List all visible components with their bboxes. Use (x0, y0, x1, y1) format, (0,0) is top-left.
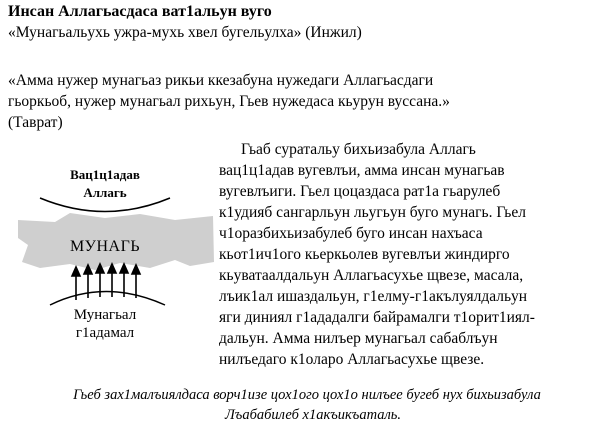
people-arc (50, 292, 165, 306)
body-line: вац1ц1адав вугевлъи, амма инсан мунагьав (219, 162, 505, 179)
body-line: кьуватаалдальун Аллагьасухье щвезе, масала, (219, 267, 524, 284)
page-title: Инсан Аллагьасдаса ват1альун вуго (8, 3, 272, 20)
sin-gap-diagram (0, 150, 215, 350)
diagram-label-people: г1адамал (75, 325, 135, 341)
body-line: Гьаб суратальу бихьизабула Аллагь (241, 141, 476, 158)
body-line: яги диниял г1ададалги байрамалги т1орит1иял- (219, 309, 535, 326)
body-line: ч1оразбихьизабулеб буго инсан нахъаса (219, 225, 483, 242)
injil-quote: «Мунагьальухь ужра-мухь хвел бугельулха» (Инжил) (8, 24, 362, 41)
body-paragraph (219, 139, 600, 370)
body-line: к1удияб сангарльун льугьун буго мунагь. Гьел (219, 204, 526, 221)
diagram-label-god: Аллагь (83, 185, 127, 200)
body-line: лъик1ал ишаздальун, г1елму-г1акълуялдальун (219, 288, 528, 305)
body-line: нилъедаго к1оларо Аллагьасухье щвезе. (219, 351, 485, 368)
body-line: вугевлъиги. Гьел цоцаздаса рат1а гьарулеб (219, 183, 501, 200)
tavrat-quote-line: гьоркьоб, нужер мунагьал рихьун, Гьев нужедаса кьурун вуссана.» (8, 93, 450, 110)
tavrat-quote-source: (Таврат) (8, 114, 63, 131)
diagram-label-holy: Вац1ц1адав (70, 167, 140, 182)
caption-line: Лъабабилеб х1акъикъаталь. (224, 407, 402, 423)
diagram-label-sin: МУНАГЬ (69, 238, 141, 255)
diagram-label-sinful: Мунагьал (73, 307, 137, 323)
tavrat-quote-line: «Амма нужер мунагьаз рикьи ккезабуна нужедаги Аллагьасдаги (8, 72, 434, 89)
caption-line: Гьеб зах1малъиялдаса ворч1изе цох1ого цох1о нилъее бугеб нух бихьизабула (73, 387, 541, 403)
body-line: кьот1ич1ого кьеркьолев вугевлъи жиндирго (219, 246, 510, 263)
body-line: дальун. Амма нилъер мунагьал сабаблъун (219, 330, 498, 347)
